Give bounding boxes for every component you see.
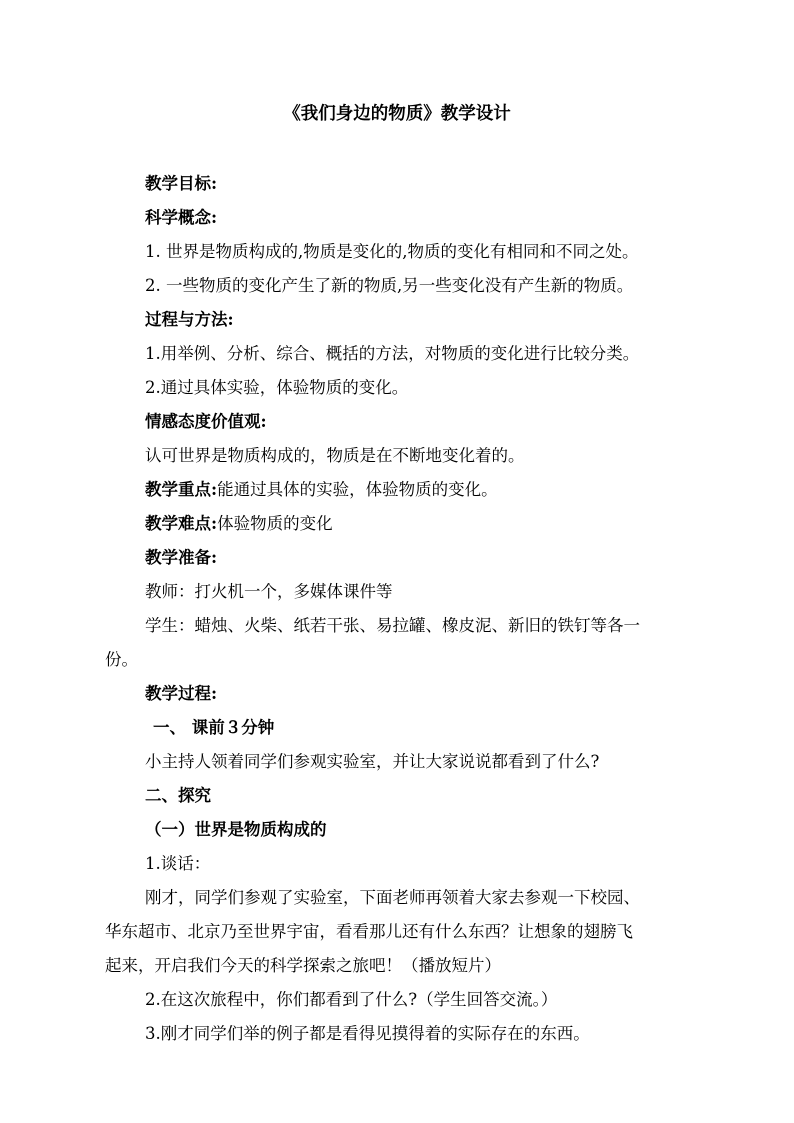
key-point-line [145,473,705,507]
procedure-item-3: 3.刚才同学们举的例子都是看得见摸得着的实际存在的东西。 [145,1024,590,1043]
difficulty-line [145,507,705,541]
key-point-label: 教学重点: [145,480,218,499]
process-heading: 过程与方法: [145,310,234,329]
preparation-heading: 教学准备: [145,548,218,567]
concept-heading: 科学概念: [145,208,218,227]
procedure-item-2: 2.在这次旅程中，你们都看到了什么?（学生回答交流。） [145,990,558,1009]
sub-section-one-heading: （一）世界是物质构成的 [145,820,327,839]
step-two-heading: 二、探究 [145,786,211,805]
procedure-heading: 教学过程: [145,684,218,703]
step-one-text: 小主持人领着同学们参观实验室，并让大家说说都看到了什么? [145,752,600,771]
talk-paragraph-line-2: 华东超市、北京乃至世界宇宙，看看那儿还有什么东西？让想象的翅膀飞 [105,922,633,941]
concept-item-1: 1. 世界是物质构成的,物质是变化的,物质的变化有相同和不同之处。 [145,242,639,261]
teacher-preparation: 教师：打火机一个，多媒体课件等 [145,582,393,601]
step-one-heading: 一、 课前３分钟 [153,718,275,737]
student-preparation-line-1: 学生：蜡烛、火柴、纸若干张、易拉罐、橡皮泥、新旧的铁钉等各一 [145,616,640,635]
difficulty-text: 体验物质的变化 [217,514,333,533]
student-preparation-line-2: 份。 [105,650,138,669]
talk-paragraph-line-1: 刚才，同学们参观了实验室，下面老师再领着大家去参观一下校园、 [145,888,640,907]
key-point-text: 能通过具体的实验，体验物质的变化。 [217,480,498,499]
talk-heading: 1.谈话： [145,854,211,873]
attitude-heading: 情感态度价值观: [145,412,267,431]
document-title: 《我们身边的物质》教学设计 [283,104,511,124]
concept-item-2: 2. 一些物质的变化产生了新的物质,另一些变化没有产生新的物质。 [145,276,634,295]
document-body [105,167,705,1051]
objectives-heading: 教学目标: [145,174,218,193]
attitude-item-1: 认可世界是物质构成的，物质是在不断地变化着的。 [145,446,525,465]
process-item-2: 2.通过具体实验，体验物质的变化。 [145,378,409,397]
difficulty-label: 教学难点: [145,514,218,533]
process-item-1: 1.用举例、分析、综合、概括的方法，对物质的变化进行比较分类。 [145,344,640,363]
talk-paragraph-line-3: 起来，开启我们今天的科学探索之旅吧！（播放短片） [105,956,501,975]
